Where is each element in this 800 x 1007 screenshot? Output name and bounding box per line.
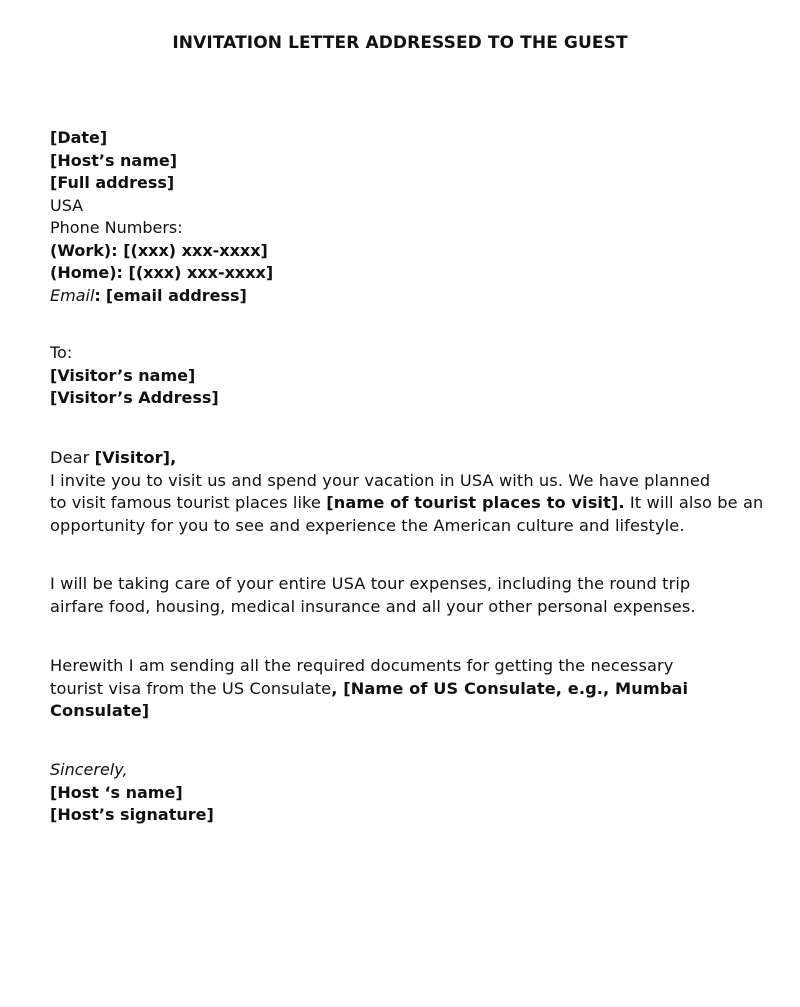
host-signature-placeholder: [Host’s signature] bbox=[50, 805, 214, 824]
p3-line-2 bbox=[50, 678, 762, 701]
paragraph-invitation bbox=[50, 447, 762, 537]
email-colon: : bbox=[94, 285, 101, 305]
p1-line-2-pre: to visit famous tourist places like bbox=[50, 493, 327, 512]
work-phone-value: [(xxx) xxx-xxxx] bbox=[123, 240, 268, 260]
consulate-placeholder: , [Name of US Consulate, e.g., Mumbai bbox=[331, 678, 689, 698]
p3-line-3: Consulate] bbox=[50, 701, 150, 720]
p1-line-3: opportunity for you to see and experience the American culture and lifestyle. bbox=[50, 515, 685, 535]
p3-line-2-pre: tourist visa from the US Consulate bbox=[50, 678, 332, 698]
phone-label: Phone Numbers: bbox=[50, 218, 183, 237]
email-value: [email address] bbox=[105, 285, 247, 305]
sender-block bbox=[50, 127, 760, 307]
home-phone-value: [(xxx) xxx-xxxx] bbox=[128, 263, 274, 282]
work-phone-label: (Work): bbox=[50, 240, 118, 260]
p2-line-2: airfare food, housing, medical insurance and all your other personal expenses. bbox=[50, 596, 696, 616]
paragraph-expenses bbox=[50, 573, 762, 618]
visitor-name-placeholder: [Visitor’s name] bbox=[50, 365, 196, 385]
recipient-block bbox=[50, 342, 760, 410]
home-phone-label: (Home): bbox=[50, 263, 123, 282]
email-label: Email bbox=[50, 285, 95, 305]
p1-line-2 bbox=[50, 492, 762, 515]
p1-line-2-post: It will also be an bbox=[624, 493, 764, 512]
closing-host-name: [Host ‘s name] bbox=[50, 782, 183, 802]
p1-line-1: I invite you to visit us and spend your vacation in USA with us. We have planned bbox=[50, 470, 711, 490]
page-title: INVITATION LETTER ADDRESSED TO THE GUEST bbox=[172, 33, 628, 53]
p3-line-1: Herewith I am sending all the required documents for getting the necessary bbox=[50, 656, 674, 675]
sincerely-text: Sincerely, bbox=[50, 760, 128, 779]
closing-block bbox=[50, 759, 760, 827]
paragraph-documents bbox=[50, 655, 762, 723]
visitor-address-placeholder: [Visitor’s Address] bbox=[50, 388, 219, 407]
to-label: To: bbox=[50, 343, 73, 362]
email-line bbox=[50, 285, 760, 308]
salutation-name: [Visitor] bbox=[94, 448, 171, 467]
tourist-places-placeholder: [name of tourist places to visit]. bbox=[326, 493, 625, 512]
p2-line-1: I will be taking care of your entire USA tour expenses, including the round trip bbox=[50, 574, 691, 593]
country-text: USA bbox=[50, 195, 84, 215]
salutation-comma: , bbox=[170, 448, 177, 467]
work-phone-line bbox=[50, 240, 760, 263]
salutation bbox=[50, 447, 762, 470]
full-address-placeholder: [Full address] bbox=[50, 173, 175, 192]
salutation-prefix: Dear bbox=[50, 448, 95, 467]
home-phone-line bbox=[50, 262, 760, 285]
host-name-placeholder: [Host’s name] bbox=[50, 150, 178, 170]
date-placeholder: [Date] bbox=[50, 128, 108, 147]
